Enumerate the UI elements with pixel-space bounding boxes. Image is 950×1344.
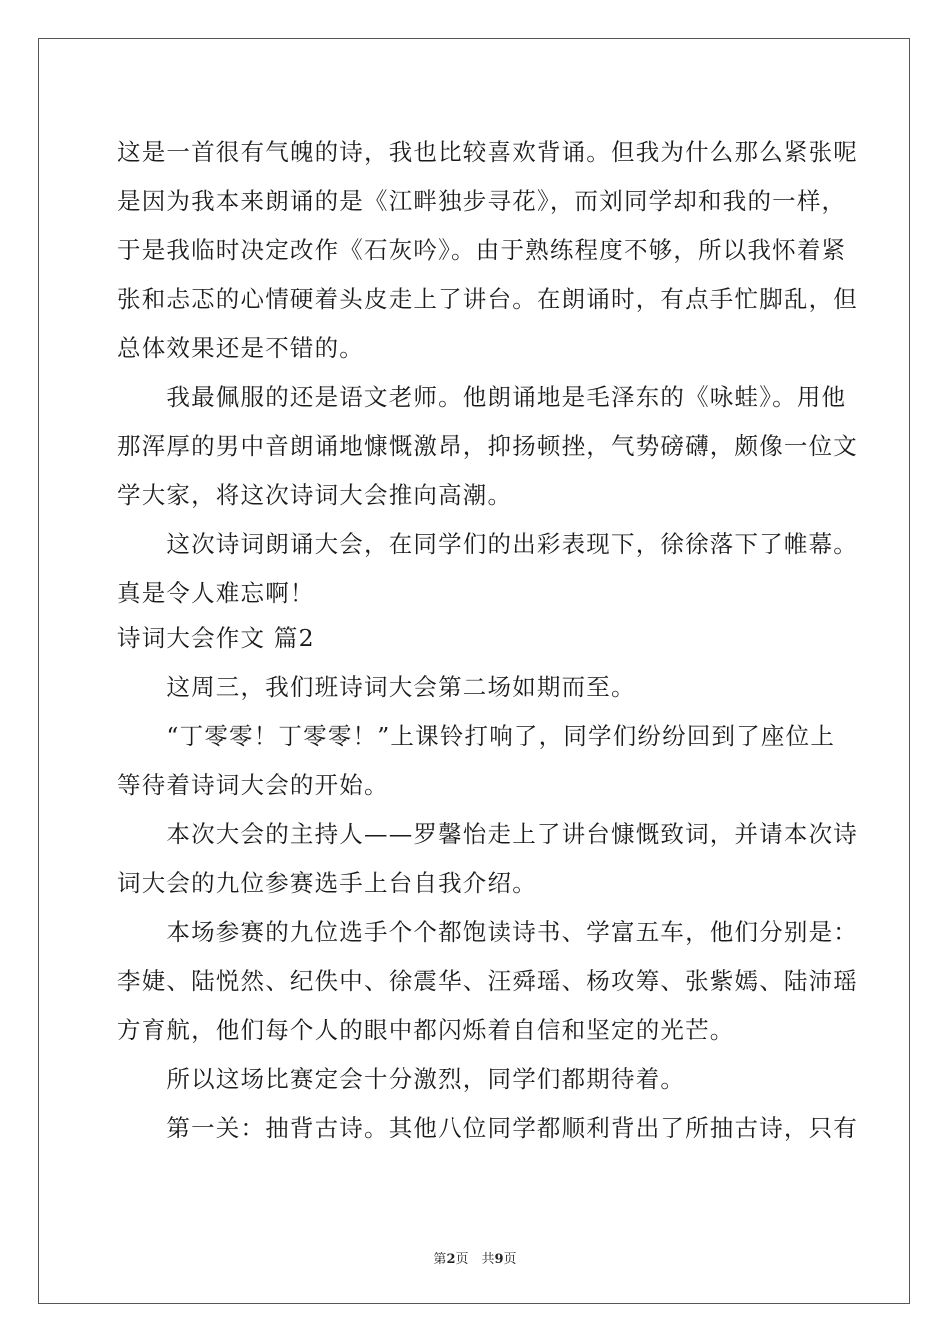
text-line: 所以这场比赛定会十分激烈，同学们都期待着。 (117, 1065, 686, 1093)
page-footer (0, 1248, 950, 1267)
footer-page-number: 2 (446, 1252, 456, 1267)
footer-page-total: 9 (494, 1252, 504, 1267)
text-line: 是因为我本来朗诵的是《江畔独步寻花》，而刘同学却和我的一样， (117, 187, 847, 215)
footer-page-mid: 页 共 (455, 1252, 495, 1267)
text-line: 张和忐忑的心情硬着头皮走上了讲台。在朗诵时，有点手忙脚乱，但 (117, 285, 858, 313)
text-line: 这周三，我们班诗词大会第二场如期而至。 (117, 673, 636, 701)
text-line: 我最佩服的还是语文老师。他朗诵地是毛泽东的《咏蛙》。用他 (117, 383, 847, 411)
text-line: 真是令人难忘啊！ (117, 579, 315, 607)
text-line: 总体效果还是不错的。 (117, 334, 364, 362)
document-body (117, 128, 858, 1153)
text-line: 那浑厚的男中音朗诵地慷慨激昂，抑扬顿挫，气势磅礴，颇像一位文 (117, 432, 858, 460)
text-line: 这次诗词朗诵大会，在同学们的出彩表现下，徐徐落下了帷幕。 (117, 530, 858, 558)
text-line: 本次大会的主持人——罗馨怡走上了讲台慷慨致词，并请本次诗 (117, 820, 858, 848)
text-line: 这是一首很有气魄的诗，我也比较喜欢背诵。但我为什么那么紧张呢 (117, 138, 858, 166)
text-line: 方育航，他们每个人的眼中都闪烁着自信和坚定的光芒。 (117, 1016, 735, 1044)
text-line: 等待着诗词大会的开始。 (117, 771, 389, 799)
text-line: 本场参赛的九位选手个个都饱读诗书、学富五车，他们分别是： (117, 918, 858, 946)
footer-page-suffix: 页 (503, 1252, 517, 1267)
section-heading: 诗词大会作文 篇2 (117, 624, 315, 652)
text-line: 第一关：抽背古诗。其他八位同学都顺利背出了所抽古诗，只有 (117, 1114, 858, 1142)
text-line: 李婕、陆悦然、纪佚中、徐震华、汪舜瑶、杨攻筹、张紫嫣、陆沛瑶 (117, 967, 858, 995)
footer-page-prefix: 第 (433, 1252, 447, 1267)
text-line: 于是我临时决定改作《石灰吟》。由于熟练程度不够，所以我怀着紧 (117, 236, 847, 264)
text-line: 学大家，将这次诗词大会推向高潮。 (117, 481, 513, 509)
text-line: 词大会的九位参赛选手上台自我介绍。 (117, 869, 537, 897)
text-line: “丁零零！丁零零！”上课铃打响了，同学们纷纷回到了座位上 (117, 722, 836, 750)
